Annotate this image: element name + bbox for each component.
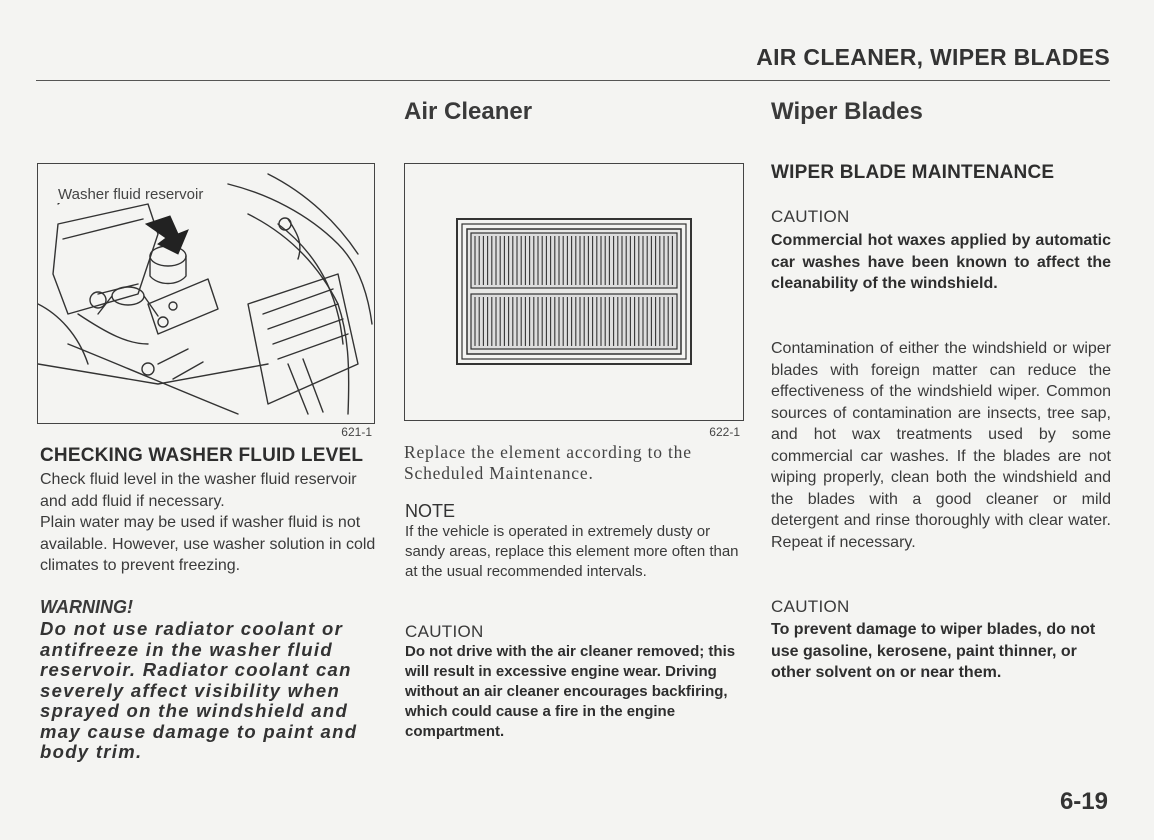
wiper-contamination-para: Contamination of either the windshield or wiper blades with foreign matter can reduce the effectiveness of the windshield wiper. Common sources of contamination are insects, tree sap, and hot wax treatments used by some commercial car washes. If the blades are not wiping properly, clean both the windshield and the blades with a good cleaner or mild detergent and rinse thoroughly with clear water. Repeat if necessary.	[771, 340, 1111, 551]
figure-number-622: 622-1	[709, 425, 740, 439]
page-number: 6-19	[1059, 788, 1108, 815]
air-cleaner-caution-label: CAUTION	[405, 622, 484, 641]
figure-number-621: 621-1	[341, 425, 372, 439]
wiper-blades-title: Wiper Blades	[771, 98, 923, 125]
wiper-caution2-label: CAUTION	[771, 597, 850, 616]
wiper-maintenance-heading: WIPER BLADE MAINTENANCE	[771, 162, 1055, 183]
note-text: If the vehicle is operated in extremely dusty or sandy areas, replace this element more often than at the usual recommended intervals.	[405, 523, 739, 580]
air-cleaner-para: Replace the element according to the Scheduled Maintenance.	[404, 442, 692, 483]
washer-reservoir-figure	[37, 163, 375, 424]
air-cleaner-title: Air Cleaner	[404, 98, 533, 125]
wiper-caution1-text: Commercial hot waxes applied by automatic car washes have been known to affect the cleanability of the windshield.	[771, 232, 1111, 292]
warning-label: WARNING!	[40, 597, 133, 617]
air-cleaner-caution-text: Do not drive with the air cleaner removed; this will result in excessive engine wear. Driving without an air cleaner encourages backfiring, which could cause a fire in the engine compartment.	[405, 643, 736, 740]
air-filter-illustration	[405, 164, 743, 420]
figure-caption: Washer fluid reservoir	[58, 186, 204, 203]
wiper-caution1-label: CAUTION	[771, 207, 850, 226]
wiper-caution2-text: To prevent damage to wiper blades, do not use gasoline, kerosene, paint thinner, or other solvent on or near them.	[771, 621, 1096, 681]
page-header-title: AIR CLEANER, WIPER BLADES	[756, 44, 1110, 70]
washer-fluid-para2: Plain water may be used if washer fluid is not available. However, use washer solution in cold climates to prevent freezing.	[40, 514, 376, 574]
air-filter-figure	[404, 163, 744, 421]
note-label: NOTE	[405, 501, 456, 521]
warning-text: Do not use radiator coolant or antifreeze in the washer fluid reservoir. Radiator coolant can severely affect visibility when sprayed on the windshield and may cause damage to paint and body trim.	[40, 618, 358, 762]
washer-fluid-para1: Check fluid level in the washer fluid reservoir and add fluid if necessary.	[40, 471, 357, 510]
header-divider	[36, 80, 1110, 81]
washer-fluid-heading: CHECKING WASHER FLUID LEVEL	[40, 445, 364, 466]
